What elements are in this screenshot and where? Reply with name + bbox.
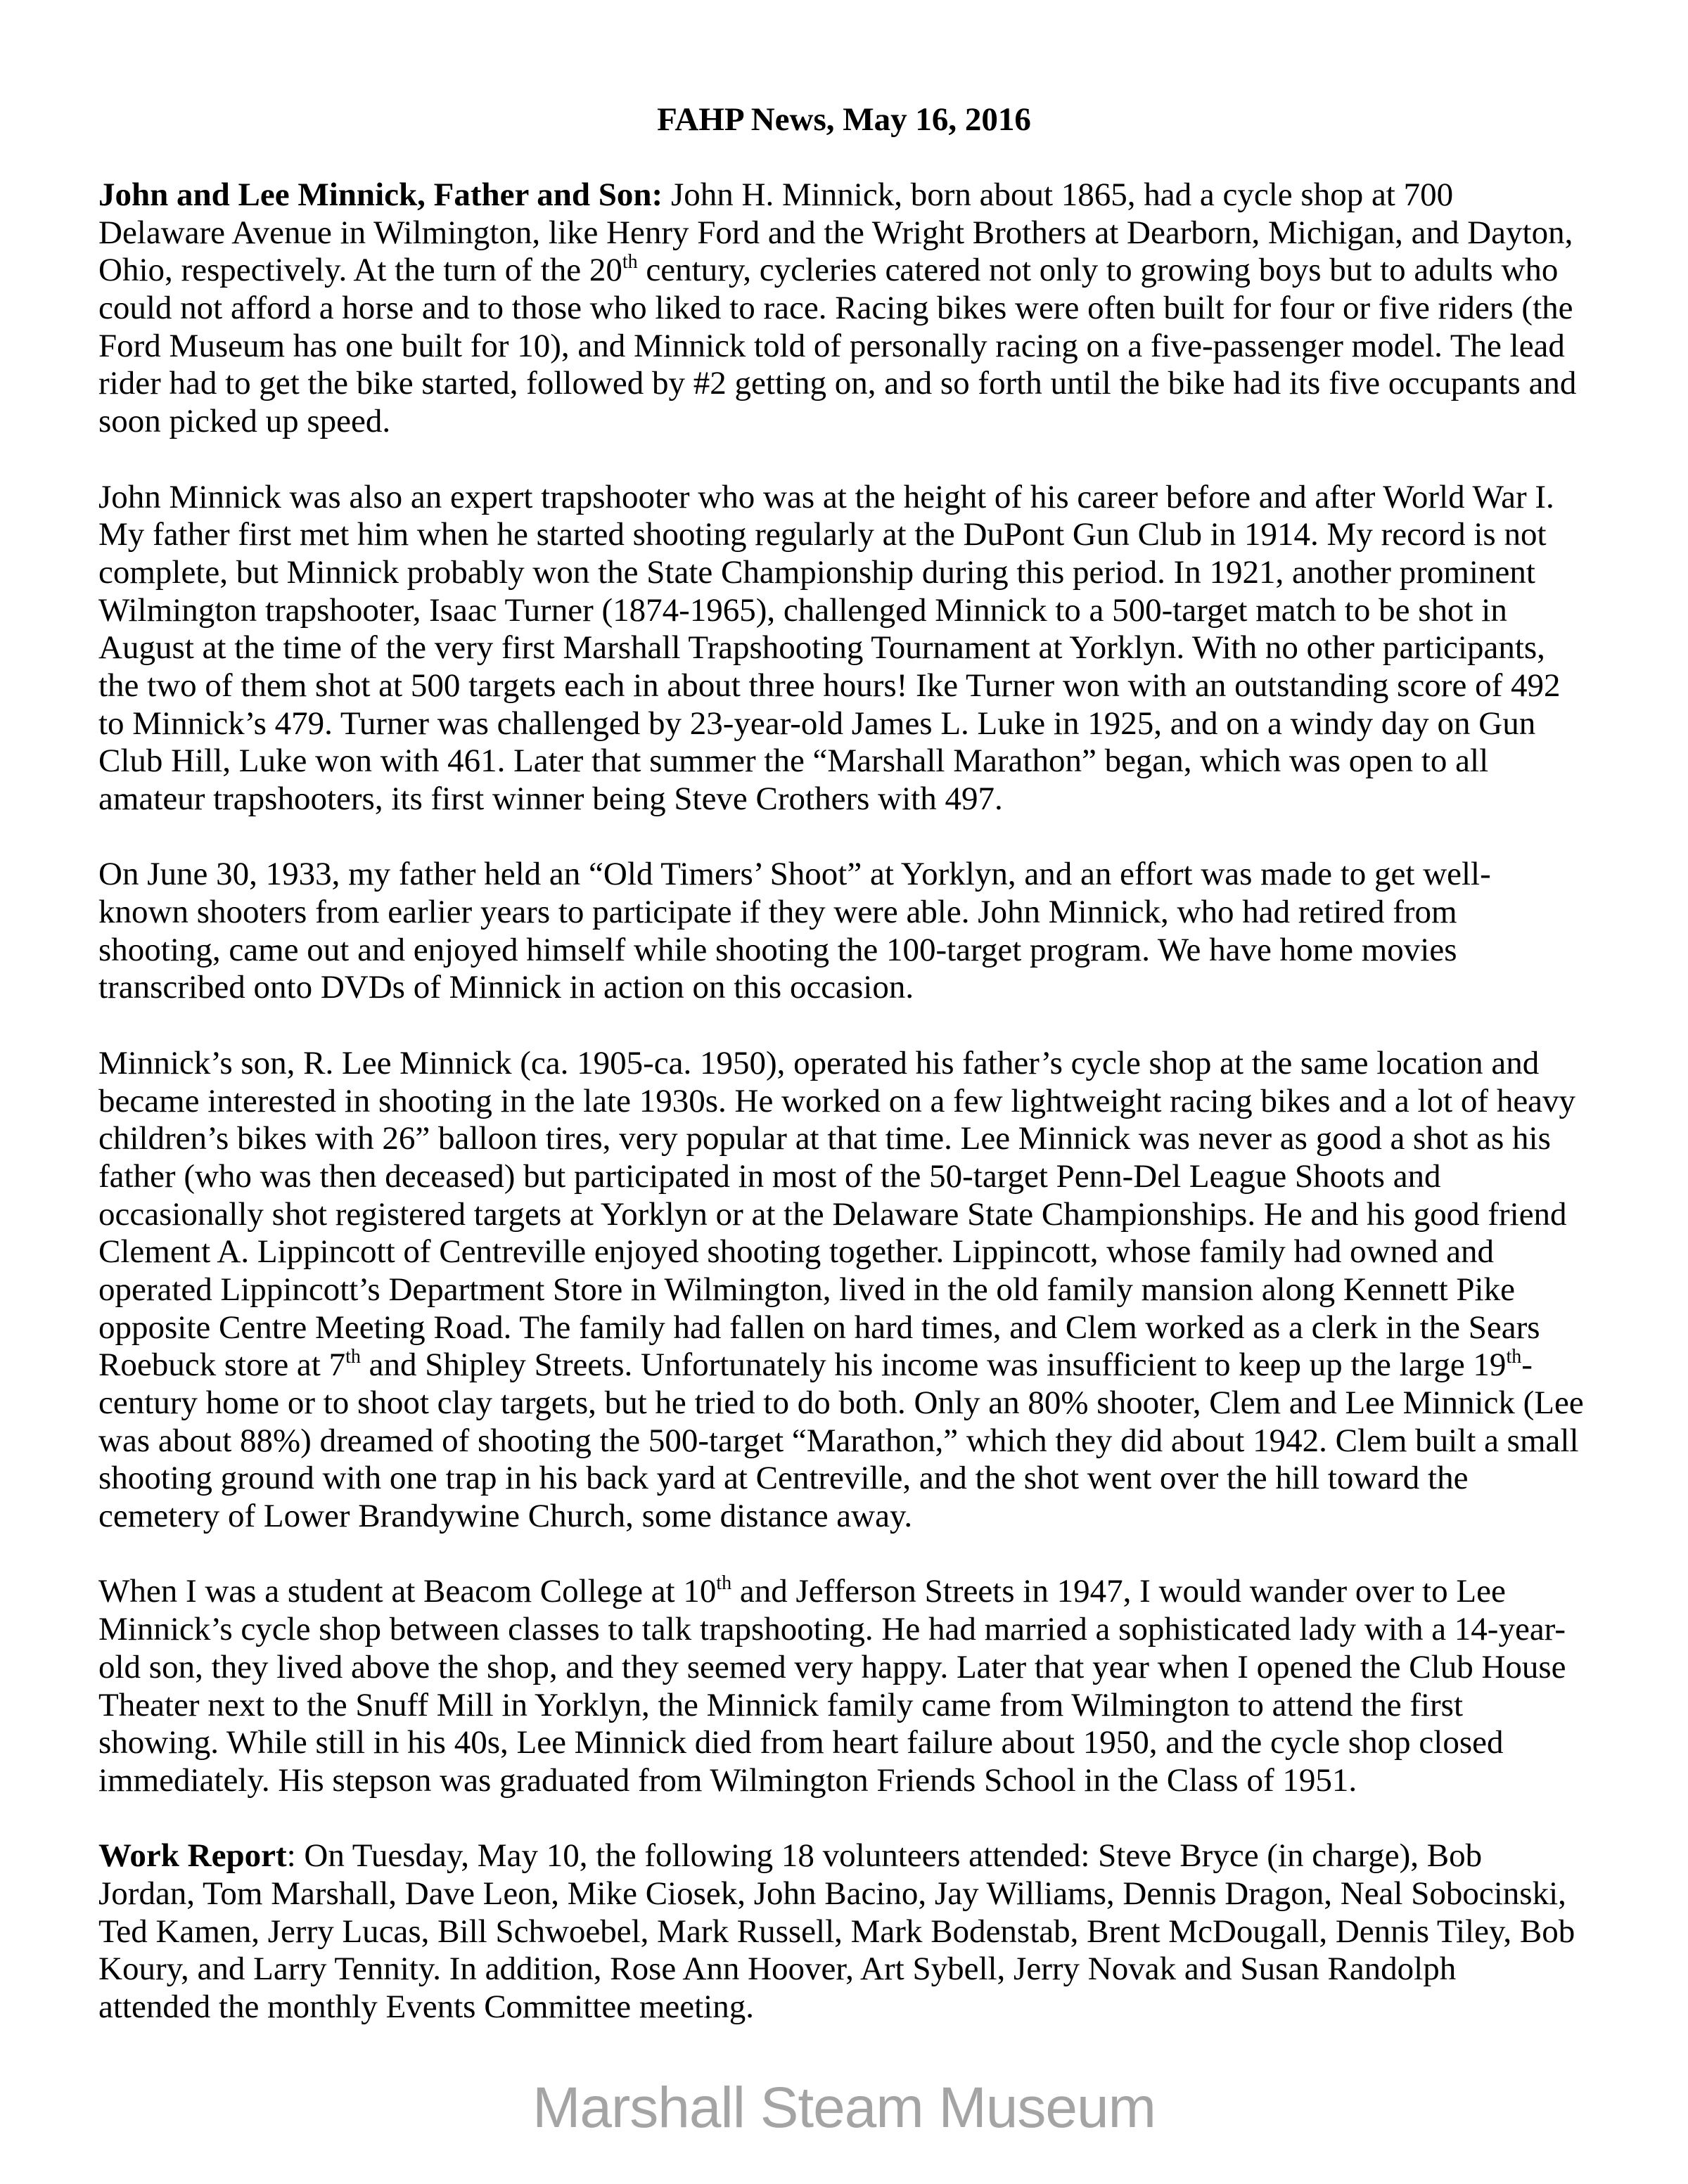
text-segment: : On Tuesday, May 10, the following 18 volunteers attended: Steve Bryce (in charge), Bob <box>286 1837 1483 1875</box>
paragraph <box>98 1573 1604 1799</box>
text-line: known shooters from earlier years to participate if they were able. John Minnick, who had retired from <box>98 894 1457 931</box>
text-line: August at the time of the very first Marshall Trapshooting Tournament at Yorklyn. With no other participants, <box>98 629 1545 667</box>
text-segment: and Shipley Streets. Unfortunately his income was insufficient to keep up the large 19 <box>360 1347 1507 1384</box>
text-line <box>98 1837 1604 1875</box>
text-line: Wilmington trapshooter, Isaac Turner (1874-1965), challenged Minnick to a 500-target match to be shot in <box>98 591 1507 629</box>
text-line: old son, they lived above the shop, and they seemed very happy. Later that year when I opened the Club House <box>98 1648 1566 1685</box>
text-line: opposite Centre Meeting Road. The family had fallen on hard times, and Clem worked as a clerk in the Sears <box>98 1309 1540 1346</box>
text-line: children’s bikes with 26” balloon tires, very popular at that time. Lee Minnick was never as good a shot as his <box>98 1120 1551 1157</box>
text-line: Koury, and Larry Tennity. In addition, Rose Ann Hoover, Art Sybell, Jerry Novak and Susan Randolph <box>98 1951 1457 1988</box>
text-line: showing. While still in his 40s, Lee Minnick died from heart failure about 1950, and the cycle shop closed <box>98 1724 1504 1761</box>
text-line: occasionally shot registered targets at Yorklyn or at the Delaware State Championships. He and his good friend <box>98 1195 1567 1233</box>
text-segment: - <box>1521 1347 1533 1384</box>
text-line: attended the monthly Events Committee meeting. <box>98 1989 754 2025</box>
text-line: shooting ground with one trap in his back yard at Centreville, and the shot went over the hill toward the <box>98 1460 1469 1497</box>
text-line: Ford Museum has one built for 10), and Minnick told of personally racing on a five-passenger model. The lead <box>98 327 1565 364</box>
document-body <box>98 176 1604 2064</box>
paragraph <box>98 856 1604 1007</box>
text-line: immediately. His stepson was graduated from Wilmington Friends School in the Class of 1951. <box>98 1761 1357 1799</box>
text-line: was about 88%) dreamed of shooting the 500-target “Marathon,” which they did about 1942. Clem built a small <box>98 1422 1579 1459</box>
text-line: became interested in shooting in the late 1930s. He worked on a few lightweight racing bikes and a lot of heavy <box>98 1082 1576 1119</box>
paragraph <box>98 176 1604 441</box>
text-line: Clement A. Lippincott of Centreville enjoyed shooting together. Lippincott, whose family had owned and <box>98 1233 1495 1271</box>
text-line: John Minnick was also an expert trapshooter who was at the height of his career before and after World War I. <box>98 478 1554 515</box>
text-line: father (who was then deceased) but participated in most of the 50-target Penn-Del League Shoots and <box>98 1157 1441 1195</box>
text-segment: Ohio, respectively. At the turn of the 20 <box>98 252 622 289</box>
paragraph <box>98 1837 1604 2026</box>
text-line: Theater next to the Snuff Mill in Yorklyn, the Minnick family came from Wilmington to attend the first <box>98 1686 1464 1723</box>
text-line: Ted Kamen, Jerry Lucas, Bill Schwoebel, Mark Russell, Mark Bodenstab, Brent McDougall, Dennis Tiley, Bob <box>98 1913 1575 1950</box>
watermark: Marshall Steam Museum <box>532 2076 1156 2140</box>
text-line: Delaware Avenue in Wilmington, like Henry Ford and the Wright Brothers at Dearborn, Michigan, and Dayton, <box>98 214 1573 251</box>
text-line <box>98 1347 1604 1385</box>
text-line: Club Hill, Luke won with 461. Later that summer the “Marshall Marathon” began, which was open to all <box>98 743 1489 780</box>
text-line: My father first met him when he started shooting regularly at the DuPont Gun Club in 1914. My record is not <box>98 516 1547 553</box>
section-heading: John and Lee Minnick, Father and Son: <box>98 176 663 213</box>
text-line: century home or to shoot clay targets, but he tried to do both. Only an 80% shooter, Clem and Lee Minnick (Lee <box>98 1385 1584 1421</box>
text-line: to Minnick’s 479. Turner was challenged by 23-year-old James L. Luke in 1925, and on a windy day on Gun <box>98 705 1536 742</box>
text-line: shooting, came out and enjoyed himself while shooting the 100-target program. We have home movies <box>98 931 1457 968</box>
paragraph <box>98 479 1604 818</box>
text-line: Jordan, Tom Marshall, Dave Leon, Mike Ciosek, John Bacino, Jay Williams, Dennis Dragon, Neal Sobocinski, <box>98 1875 1566 1912</box>
text-line: transcribed onto DVDs of Minnick in action on this occasion. <box>98 969 914 1006</box>
text-line: Minnick’s son, R. Lee Minnick (ca. 1905-ca. 1950), operated his father’s cycle shop at the same location and <box>98 1044 1540 1081</box>
document-title: FAHP News, May 16, 2016 <box>657 101 1031 138</box>
superscript: th <box>716 1572 732 1595</box>
superscript: th <box>1506 1346 1522 1368</box>
text-line: On June 30, 1933, my father held an “Old Timers’ Shoot” at Yorklyn, and an effort was made to get well- <box>98 856 1491 893</box>
text-line: soon picked up speed. <box>98 403 391 440</box>
section-heading: Work Report <box>98 1837 287 1875</box>
text-segment: century, cycleries catered not only to growing boys but to adults who <box>637 252 1559 289</box>
paragraph <box>98 1045 1604 1536</box>
text-line: the two of them shot at 500 targets each in about three hours! Ike Turner won with an outstanding score of 492 <box>98 667 1561 704</box>
text-segment: and Jefferson Streets in 1947, I would wander over to Lee <box>731 1573 1506 1610</box>
text-line: amateur trapshooters, its first winner being Steve Crothers with 497. <box>98 781 1003 817</box>
superscript: th <box>345 1346 361 1368</box>
text-segment: Roebuck store at 7 <box>98 1347 346 1384</box>
text-line <box>98 176 1604 214</box>
text-segment: John H. Minnick, born about 1865, had a cycle shop at 700 <box>663 176 1454 213</box>
text-line: complete, but Minnick probably won the State Championship during this period. In 1921, another prominent <box>98 553 1535 591</box>
text-segment: When I was a student at Beacom College at 10 <box>98 1573 717 1610</box>
text-line: rider had to get the bike started, followed by #2 getting on, and so forth until the bike had its five occupants and <box>98 365 1577 402</box>
text-line: Minnick’s cycle shop between classes to talk trapshooting. He had married a sophisticated lady with a 14-year- <box>98 1611 1566 1648</box>
text-line: could not afford a horse and to those who liked to race. Racing bikes were often built for four or five riders (the <box>98 290 1573 327</box>
text-line <box>98 1573 1604 1611</box>
text-line: cemetery of Lower Brandywine Church, some distance away. <box>98 1498 913 1535</box>
superscript: th <box>622 251 638 274</box>
text-line: operated Lippincott’s Department Store in Wilmington, lived in the old family mansion along Kennett Pike <box>98 1271 1515 1308</box>
text-line <box>98 252 1604 290</box>
